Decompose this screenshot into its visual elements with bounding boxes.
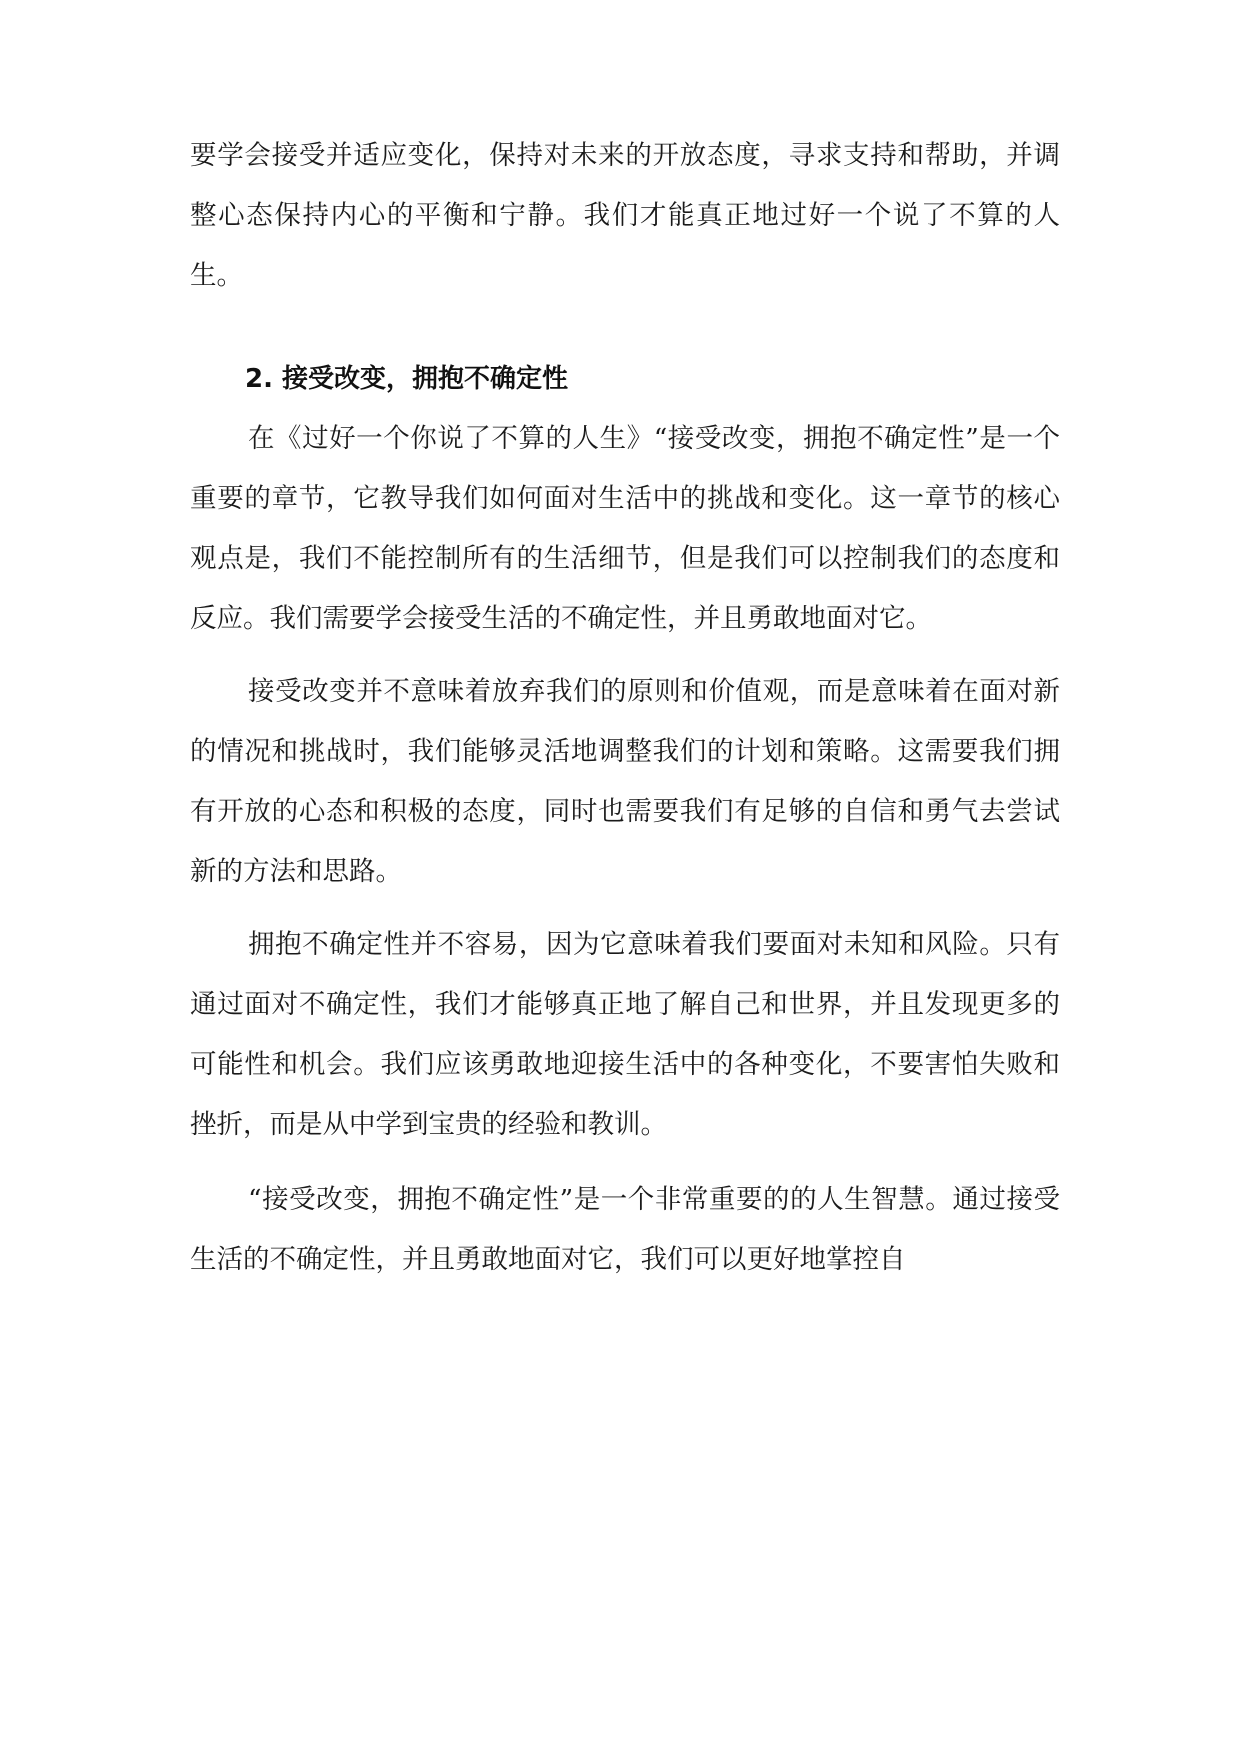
section-paragraph: 拥抱不确定性并不容易，因为它意味着我们要面对未知和风险。只有通过面对不确定性，我们才能够真正地了解自己和世界，并且发现更多的可能性和机会。我们应该勇敢地迎接生活中的各种变化，不要害怕失败和挫折，而是从中学到宝贵的经验和教训。 — [190, 929, 1060, 1140]
section-paragraph: “接受改变，拥抱不确定性”是一个非常重要的的人生智慧。通过接受生活的不确定性，并且勇敢地面对它，我们可以更好地掌控自 — [190, 1184, 1060, 1275]
section-heading: 2. 接受改变，拥抱不确定性 — [245, 364, 569, 394]
section-paragraph: 接受改变并不意味着放弃我们的原则和价值观，而是意味着在面对新的情况和挑战时，我们能够灵活地调整我们的计划和策略。这需要我们拥有开放的心态和积极的态度，同时也需要我们有足够的自信和勇气去尝试新的方法和思路。 — [190, 676, 1060, 887]
section-paragraph: 在《过好一个你说了不算的人生》“接受改变，拥抱不确定性”是一个重要的章节，它教导我们如何面对生活中的挑战和变化。这一章节的核心观点是，我们不能控制所有的生活细节，但是我们可以控制我们的态度和反应。我们需要学会接受生活的不确定性，并且勇敢地面对它。 — [190, 423, 1060, 634]
page-content — [190, 126, 1060, 1290]
paragraph-continuation: 要学会接受并适应变化，保持对未来的开放态度，寻求支持和帮助，并调整心态保持内心的平衡和宁静。我们才能真正地过好一个说了不算的人生。 — [190, 140, 1060, 291]
